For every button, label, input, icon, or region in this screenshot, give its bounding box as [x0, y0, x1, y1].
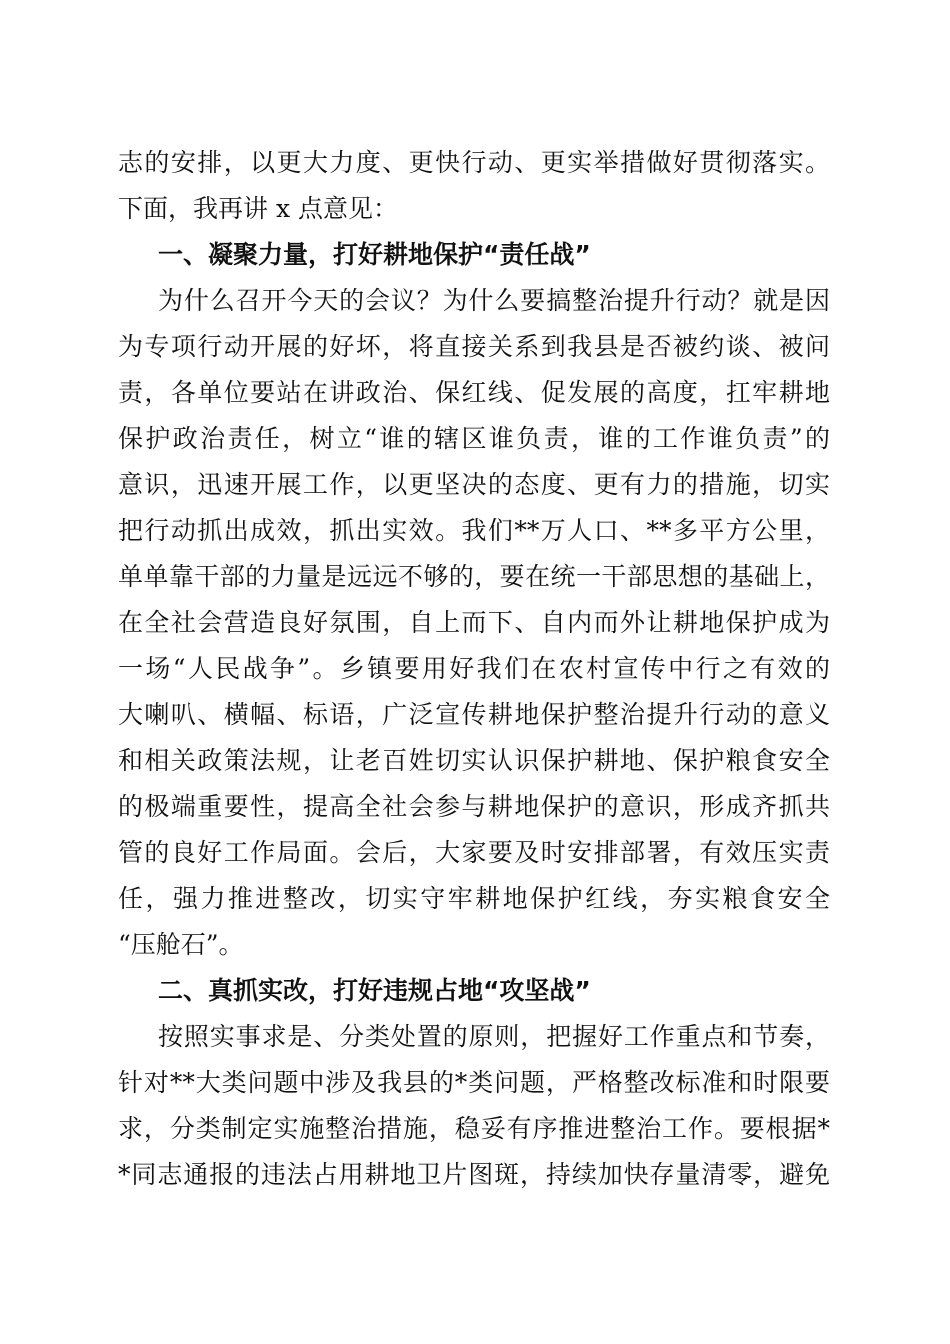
paragraph-line: 任，强力推进整改，切实守牢耕地保护红线，夯实粮食安全 — [118, 884, 830, 913]
paragraph-line: 一场“人民战争”。乡镇要用好我们在农村宣传中行之有效的 — [118, 654, 830, 683]
paragraph-line: 责，各单位要站在讲政治、保红线、促发展的高度，扛牢耕地 — [118, 378, 830, 407]
paragraph-line: 的极端重要性，提高全社会参与耕地保护的意识，形成齐抓共 — [118, 792, 830, 821]
intro-line: 下面，我再讲 x 点意见： — [118, 194, 398, 223]
document-page — [118, 140, 830, 1198]
section-heading-1: 一、凝聚力量，打好耕地保护“责任战” — [158, 240, 591, 269]
paragraph-line: 为什么召开今天的会议？为什么要搞整治提升行动？就是因 — [158, 286, 830, 315]
paragraph-line: 求，分类制定实施整治措施，稳妥有序推进整治工作。要根据* — [118, 1114, 830, 1143]
section-heading-2: 二、真抓实改，打好违规占地“攻坚战” — [158, 976, 591, 1005]
paragraph-line: 保护政治责任，树立“谁的辖区谁负责，谁的工作谁负责”的 — [118, 424, 830, 453]
paragraph-line: 按照实事求是、分类处置的原则，把握好工作重点和节奏， — [158, 1022, 830, 1051]
paragraph-line: “压舱石”。 — [118, 930, 244, 959]
paragraph-line: 意识，迅速开展工作，以更坚决的态度、更有力的措施，切实 — [118, 470, 830, 499]
paragraph-line: 为专项行动开展的好坏，将直接关系到我县是否被约谈、被问 — [118, 332, 830, 361]
paragraph-line: 在全社会营造良好氛围，自上而下、自内而外让耕地保护成为 — [118, 608, 830, 637]
paragraph-line: 和相关政策法规，让老百姓切实认识保护耕地、保护粮食安全 — [118, 746, 830, 775]
intro-line: 志的安排，以更大力度、更快行动、更实举措做好贯彻落实。 — [118, 148, 830, 177]
paragraph-line: *同志通报的违法占用耕地卫片图斑，持续加快存量清零，避免 — [118, 1160, 830, 1189]
paragraph-line: 大喇叭、横幅、标语，广泛宣传耕地保护整治提升行动的意义 — [118, 700, 830, 729]
paragraph-line: 单单靠干部的力量是远远不够的，要在统一干部思想的基础上， — [118, 562, 830, 591]
paragraph-line: 针对**大类问题中涉及我县的*类问题，严格整改标准和时限要 — [118, 1068, 830, 1097]
paragraph-line: 管的良好工作局面。会后，大家要及时安排部署，有效压实责 — [118, 838, 830, 867]
paragraph-line: 把行动抓出成效，抓出实效。我们**万人口、**多平方公里， — [118, 516, 830, 545]
